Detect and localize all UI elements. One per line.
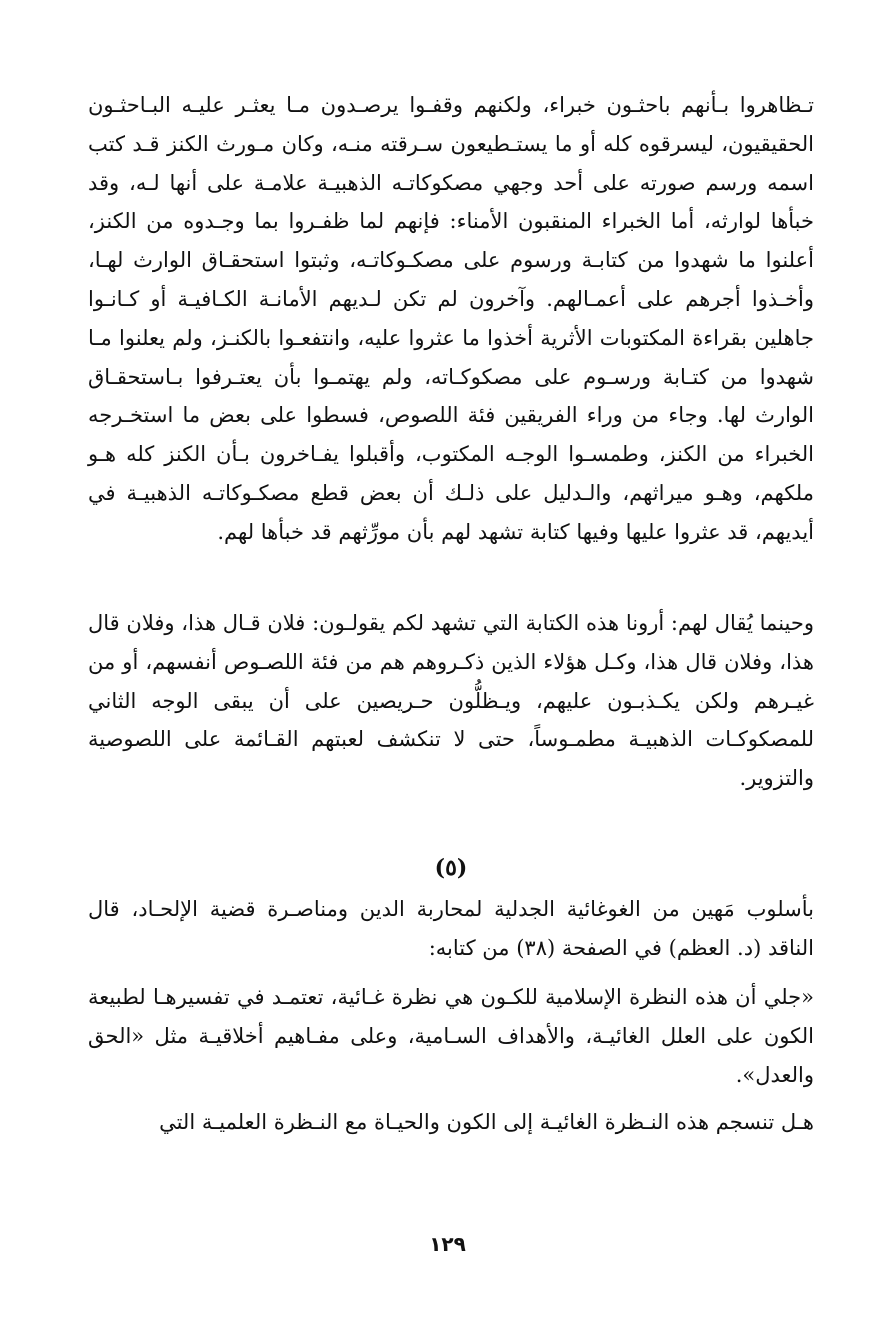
page-number: ١٢٩ (429, 1232, 466, 1256)
section-heading: (٥) (434, 855, 468, 881)
paragraph-question: هـل تنسجم هذه النـظرة الغائيـة إلى الكون والحيـاة مع النـظرة العلميـة التي (159, 1110, 814, 1134)
paragraph-thieves-claim: وحينما يُقال لهم: أرونا هذه الكتابة التي تشهد لكم يقولـون: فلان قـال هذا، وفلان قال هذا، وفلان قال هذا، وكـل هؤلاء الذين ذكـروهم هم من فئة اللصـوص أنفسهم، أو من غيـرهم ولكن يكـذبـون عليهم، ويـظلُّون حـريصين على أن يبقى الوجه الثاني للمصكوكـات الذهبيـة مطمـوساً، حتى لا تنكشف لعبتهم القـائمة على اللصوصية والتزوير. (88, 611, 814, 791)
page-content (88, 86, 814, 1142)
paragraph-treasure-parable: تـظاهروا بـأنهم باحثـون خبراء، ولكنهم وقفـوا يرصـدون مـا يعثـر عليـه البـاحثـون الحقيقيون، ليسرقوه كله أو ما يستـطيعون سـرقته منـه، وكان مـورث الكنز قـد كتب اسمه ورسم صورته على أحد وجهي مصكوكاتـه الذهبيـة علامـة على أنها لـه، وقد خبأها لوارثه، أما الخبراء المنقبون الأمناء: فإنهم لما ظفـروا بما وجـدوه من الكنز، أعلنوا ما شهدوا من كتابـة ورسوم على مصكـوكاتـه، وثبتوا استحقـاق الوارث لهـا، وأخـذوا أجرهم على أعمـالهم. وآخرون لم تكن لـديهم الأمانـة الكـافيـة أو كـانـوا جاهلين بقراءة المكتوبات الأثرية أخذوا ما عثروا عليه، وانتفعـوا بالكنـز، ولم يعلنوا مـا شهدوا من كتـابة ورسـوم على مصكوكـاته، ولم يهتمـوا بأن يعتـرفوا بـاستحقـاق الوارث لها. وجاء من وراء الفريقين فئة اللصوص، فسطوا على بعض ما استخـرجه الخبراء من الكنز، وطمسـوا الوجـه المكتوب، وأقبلوا يفـاخرون بـأن الكنز كله هـو ملكهم، وهـو ميراثهم، والـدليل على ذلـك أن بعض قطع مصكـوكاتـه الذهبيـة في أيديهم، قد عثروا عليها وفيها كتابة تشهد لهم بأن مورِّثهم قد خبأها لهم. (88, 93, 814, 544)
block-quote: «جلي أن هذه النظرة الإسلامية للكـون هي نظرة غـائية، تعتمـد في تفسيرهـا لطبيعة الكون على العلل الغائيـة، والأهداف السـامية، وعلى مفـاهيم أخلاقيـة مثل «الحق والعدل». (88, 985, 814, 1087)
paragraph-critic-intro: بأسلوب مَهين من الغوغائية الجدلية لمحاربة الدين ومناصـرة قضية الإلحـاد، قال الناقد (د. العظم) في الصفحة (٣٨) من كتابه: (88, 897, 814, 960)
